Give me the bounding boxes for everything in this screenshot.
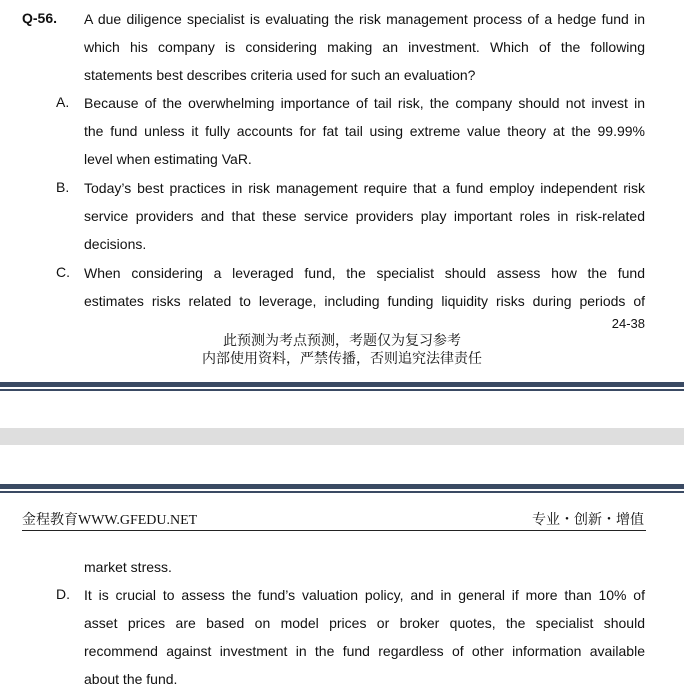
page-number: 24-38 — [611, 316, 645, 331]
header-rule-thick — [0, 484, 684, 489]
option-line: estimates risks related to leverage, including funding liquidity risks during periods of — [84, 293, 645, 309]
option-a-letter: A. — [56, 94, 70, 110]
option-c-continuation: market stress. — [84, 559, 172, 575]
option-c-text — [84, 264, 645, 320]
option-line: about the fund. — [84, 671, 178, 687]
header-rule-thin — [0, 491, 684, 493]
question-line: A due diligence specialist is evaluating the risk management process of a hedge fund in — [84, 11, 645, 27]
watermark-notice — [0, 333, 684, 369]
question-number: Q-56. — [22, 10, 58, 26]
option-line: recommend against investment in the fund regardless of other information available — [84, 643, 645, 659]
footer-rule-thin — [0, 389, 684, 391]
header-underline — [22, 530, 646, 531]
header-left: 金程教育WWW.GFEDU.NET — [22, 513, 198, 528]
option-b-text — [84, 179, 645, 263]
option-line: service providers and that these service providers play important roles in risk-related — [84, 208, 645, 224]
option-d-letter: D. — [56, 586, 70, 602]
option-line: the fund unless it fully accounts for fat tail using extreme value theory at the 99.99% — [84, 123, 645, 139]
footer-rule-thick — [0, 382, 684, 387]
watermark-line: 此预测为考点预测，考题仅为复习参考 — [223, 334, 461, 349]
option-d-text — [84, 586, 645, 698]
option-line: When considering a leveraged fund, the specialist should assess how the fund — [84, 265, 645, 281]
option-line: It is crucial to assess the fund’s valuation policy, and in general if more than 10% of — [84, 587, 645, 603]
option-line: Because of the overwhelming importance of tail risk, the company should not invest in — [84, 95, 645, 111]
option-a-text — [84, 94, 645, 178]
option-line: decisions. — [84, 236, 147, 252]
header-right: 专业・创新・增值 — [532, 513, 644, 528]
option-c-letter: C. — [56, 264, 70, 280]
watermark-line: 内部使用资料，严禁传播，否则追究法律责任 — [202, 352, 482, 367]
option-line: level when estimating VaR. — [84, 151, 252, 167]
question-line: statements best describes criteria used for such an evaluation? — [84, 67, 476, 83]
question-stem — [84, 10, 645, 94]
option-line: Today’s best practices in risk management require that a fund employ independent risk — [84, 180, 645, 196]
option-b-letter: B. — [56, 179, 70, 195]
question-line: which his company is considering making an investment. Which of the following — [84, 39, 645, 55]
page-gap — [0, 428, 684, 445]
option-line: asset prices are based on model prices or broker quotes, the specialist should — [84, 615, 645, 631]
